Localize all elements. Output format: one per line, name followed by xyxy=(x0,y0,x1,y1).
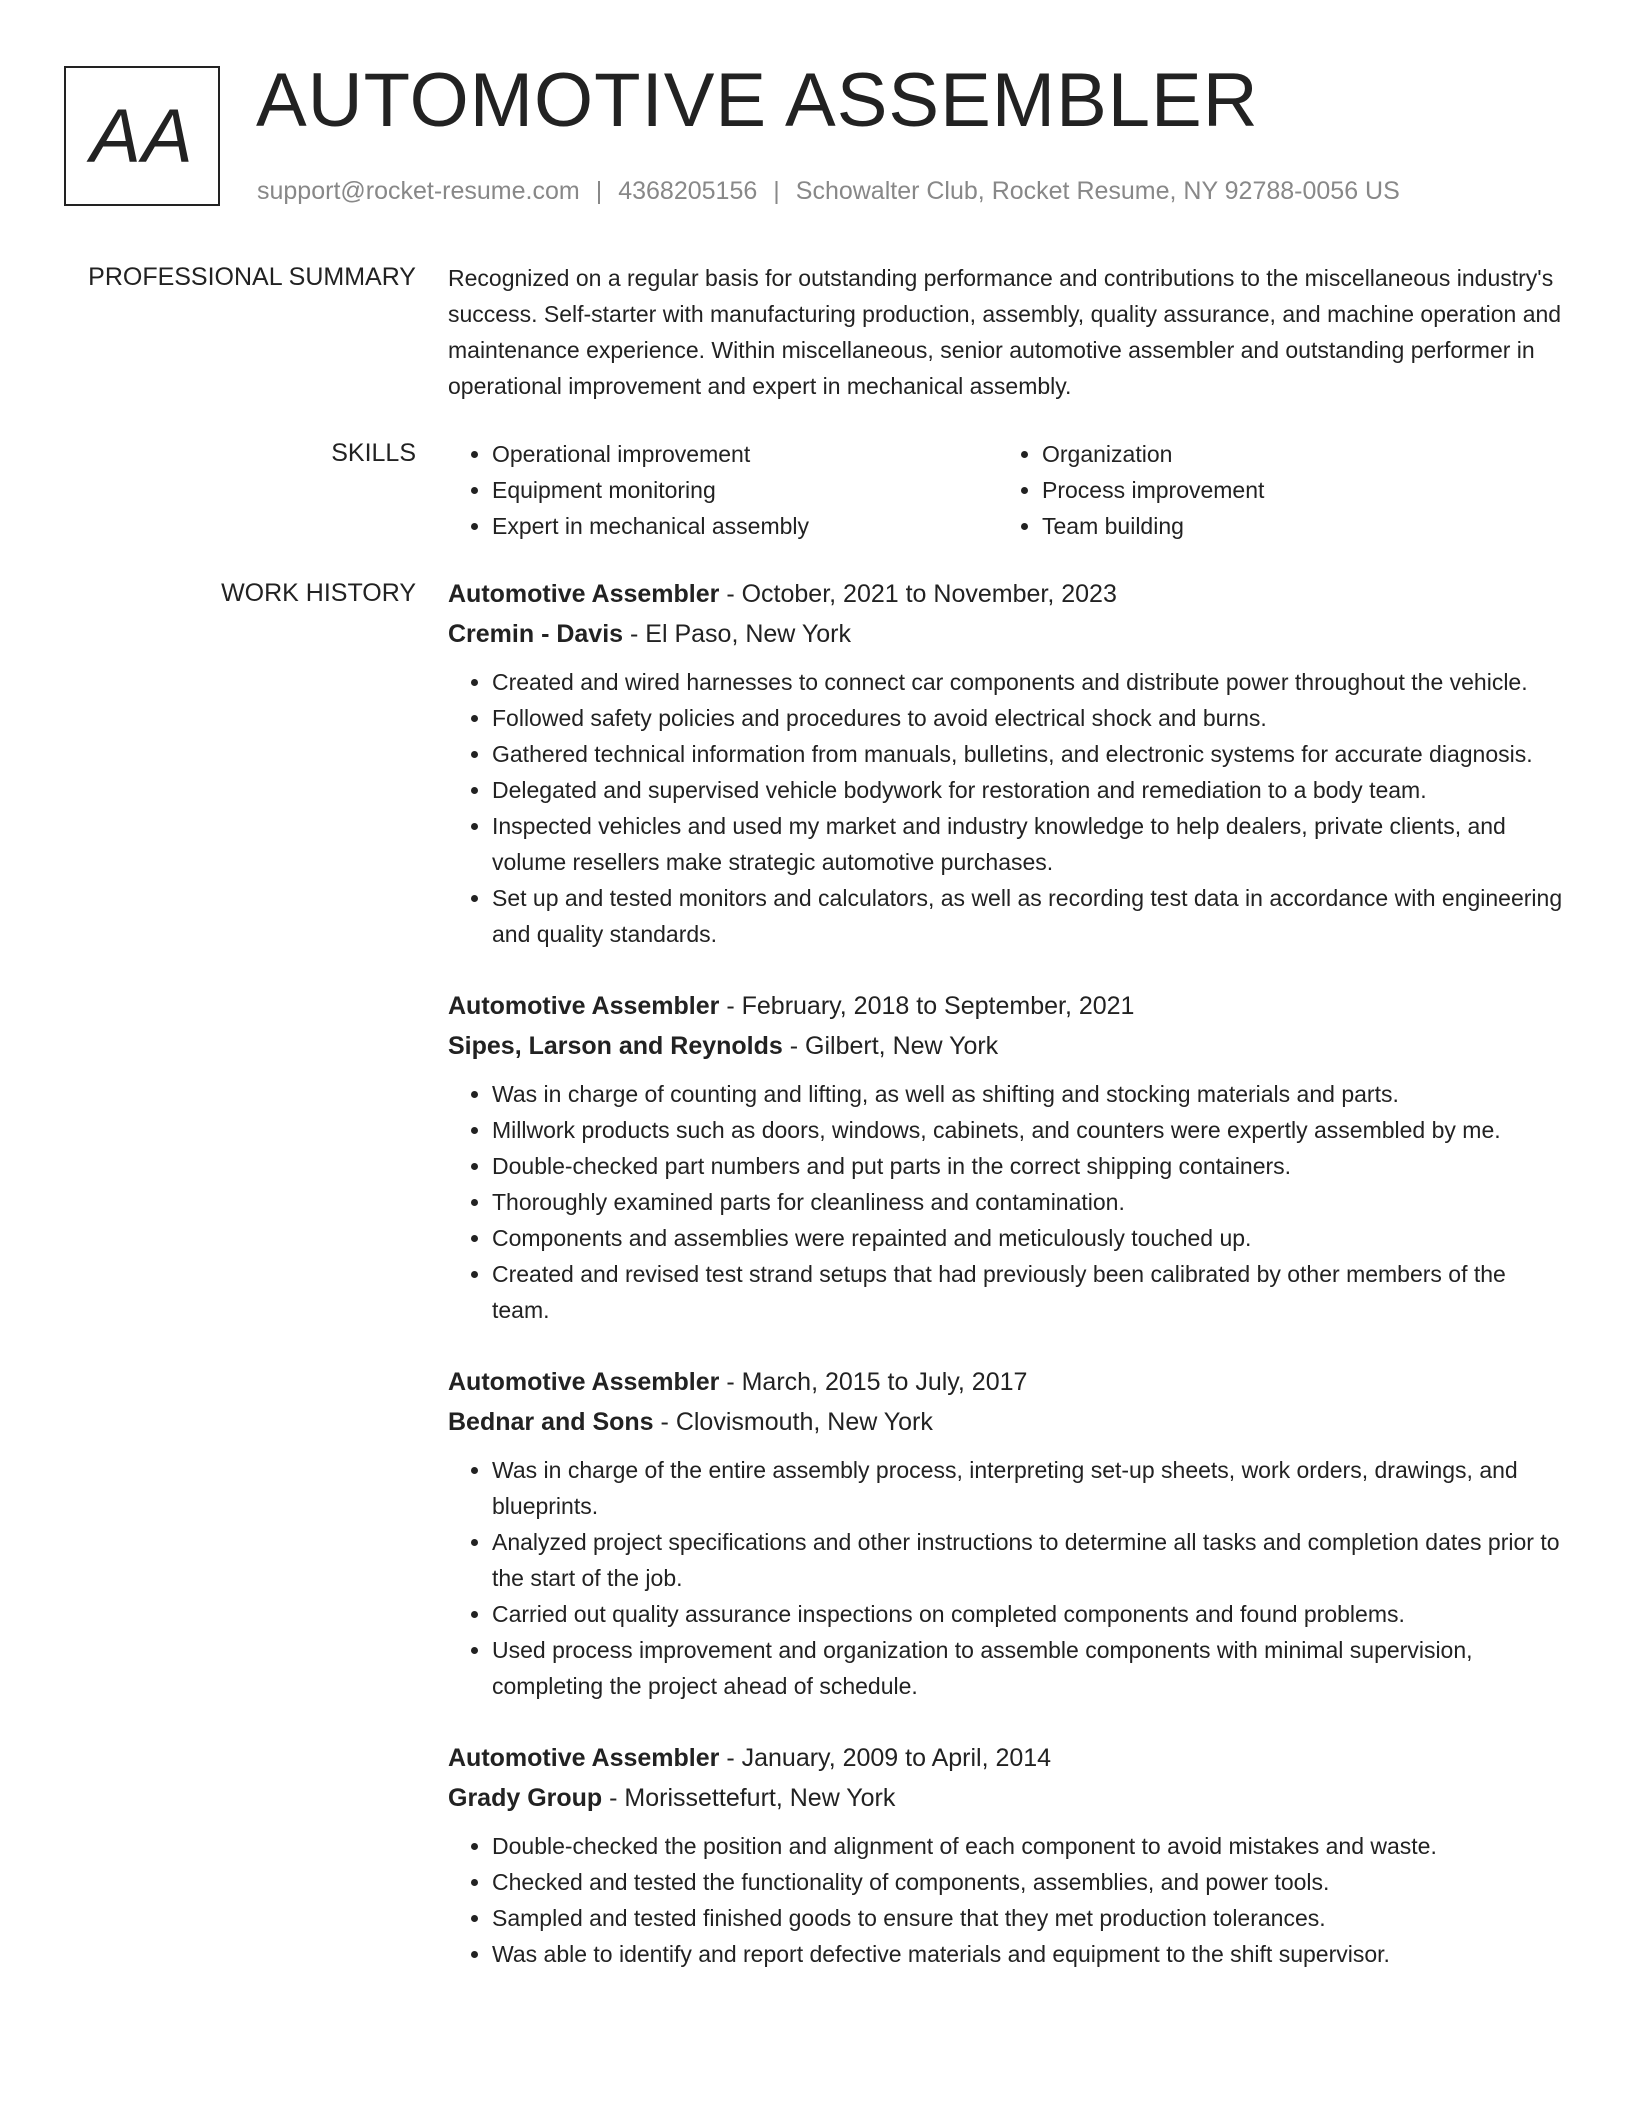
dash: - xyxy=(726,1744,735,1772)
skill-item: • Process improvement xyxy=(1042,472,1548,508)
job-bullet: • Created and wired harnesses to connect car components and distribute power throughout the vehicle. xyxy=(492,664,1564,700)
contact-line xyxy=(257,174,1400,208)
job-entry xyxy=(448,1362,1564,1704)
job-bullets xyxy=(448,1076,1564,1328)
job-title-line xyxy=(448,1738,1564,1778)
job-bullet: • Carried out quality assurance inspections on completed components and found problems. xyxy=(492,1596,1564,1632)
job-bullets xyxy=(448,664,1564,952)
work-history-heading: WORK HISTORY xyxy=(221,579,416,607)
job-bullet: • Created and revised test strand setups that had previously been calibrated by other members of the team. xyxy=(492,1256,1564,1328)
job-bullet: • Millwork products such as doors, windows, cabinets, and counters were expertly assembled by me. xyxy=(492,1112,1564,1148)
skills-heading: SKILLS xyxy=(331,439,416,467)
skill-item: • Team building xyxy=(1042,508,1548,544)
skill-item: • Organization xyxy=(1042,436,1548,472)
job-company: Sipes, Larson and Reynolds xyxy=(448,1032,783,1060)
job-bullet: • Double-checked the position and alignment of each component to avoid mistakes and waste. xyxy=(492,1828,1564,1864)
job-bullet: • Was able to identify and report defective materials and equipment to the shift supervisor. xyxy=(492,1936,1564,1972)
page-title: AUTOMOTIVE ASSEMBLER xyxy=(256,58,1259,143)
summary-section xyxy=(448,260,1564,404)
job-entry xyxy=(448,986,1564,1328)
job-bullet: • Was in charge of counting and lifting, as well as shifting and stocking materials and parts. xyxy=(492,1076,1564,1112)
skills-list-right xyxy=(998,436,1548,544)
job-bullet: • Used process improvement and organization to assemble components with minimal supervision, completing the project ahead of schedule. xyxy=(492,1632,1564,1704)
job-bullets xyxy=(448,1452,1564,1704)
dash: - xyxy=(726,992,735,1020)
job-location: El Paso, New York xyxy=(645,620,851,648)
job-dates: October, 2021 to November, 2023 xyxy=(741,580,1117,608)
job-title: Automotive Assembler xyxy=(448,580,720,608)
job-title-line xyxy=(448,1362,1564,1402)
contact-separator: | xyxy=(773,177,780,205)
skill-item: • Expert in mechanical assembly xyxy=(492,508,998,544)
job-bullet: • Set up and tested monitors and calculators, as well as recording test data in accordance with engineering and quality standards. xyxy=(492,880,1564,952)
job-bullet: • Components and assemblies were repainted and meticulously touched up. xyxy=(492,1220,1564,1256)
job-bullet: • Inspected vehicles and used my market and industry knowledge to help dealers, private clients, and volume resellers make strategic automotive purchases. xyxy=(492,808,1564,880)
job-location: Morissettefurt, New York xyxy=(624,1784,896,1812)
job-company-line xyxy=(448,1402,1564,1442)
job-bullet: • Gathered technical information from manuals, bulletins, and electronic systems for accurate diagnosis. xyxy=(492,736,1564,772)
job-location: Gilbert, New York xyxy=(805,1032,999,1060)
job-bullet: • Thoroughly examined parts for cleanliness and contamination. xyxy=(492,1184,1564,1220)
summary-heading: PROFESSIONAL SUMMARY xyxy=(88,263,416,291)
job-bullet: • Delegated and supervised vehicle bodywork for restoration and remediation to a body team. xyxy=(492,772,1564,808)
job-bullets xyxy=(448,1828,1564,1972)
monogram-logo: AA xyxy=(64,66,220,206)
skills-list-left xyxy=(448,436,998,544)
job-company: Cremin - Davis xyxy=(448,620,624,648)
work-history-section xyxy=(448,574,1564,2006)
job-bullet: • Sampled and tested finished goods to ensure that they met production tolerances. xyxy=(492,1900,1564,1936)
skill-item: • Equipment monitoring xyxy=(492,472,998,508)
job-company: Bednar and Sons xyxy=(448,1408,654,1436)
skills-section xyxy=(448,436,1564,544)
job-dates: March, 2015 to July, 2017 xyxy=(741,1368,1028,1396)
dash: - xyxy=(660,1408,669,1436)
contact-phone[interactable]: 4368205156 xyxy=(618,177,758,205)
job-bullet: • Double-checked part numbers and put parts in the correct shipping containers. xyxy=(492,1148,1564,1184)
job-location: Clovismouth, New York xyxy=(675,1408,933,1436)
job-company-line xyxy=(448,1026,1564,1066)
job-bullet: • Followed safety policies and procedures to avoid electrical shock and burns. xyxy=(492,700,1564,736)
job-company-line xyxy=(448,614,1564,654)
job-company: Grady Group xyxy=(448,1784,603,1812)
dash: - xyxy=(726,580,735,608)
contact-separator: | xyxy=(595,177,603,205)
job-title: Automotive Assembler xyxy=(448,1744,720,1772)
job-title-line xyxy=(448,574,1564,614)
dash: - xyxy=(789,1032,799,1060)
contact-address: Schowalter Club, Rocket Resume, NY 92788-0056 US xyxy=(795,177,1400,205)
skill-item: • Operational improvement xyxy=(492,436,998,472)
job-entry xyxy=(448,1738,1564,1972)
job-dates: February, 2018 to September, 2021 xyxy=(741,992,1135,1020)
job-title: Automotive Assembler xyxy=(448,992,720,1020)
job-entry xyxy=(448,574,1564,952)
job-title-line xyxy=(448,986,1564,1026)
job-company-line xyxy=(448,1778,1564,1818)
dash: - xyxy=(726,1368,735,1396)
dash: - xyxy=(609,1784,618,1812)
job-bullet: • Analyzed project specifications and other instructions to determine all tasks and completion dates prior to the start of the job. xyxy=(492,1524,1564,1596)
job-title: Automotive Assembler xyxy=(448,1368,720,1396)
summary-text: Recognized on a regular basis for outstanding performance and contributions to the miscellaneous industry's success. Self-starter with manufacturing production, assembly, quality assurance, and machine operation and maintenance experience. Within miscellaneous, senior automotive assembler and outstanding performer in operational improvement and expert in mechanical assembly. xyxy=(448,265,1562,399)
job-bullet: • Checked and tested the functionality of components, assemblies, and power tools. xyxy=(492,1864,1564,1900)
contact-email[interactable]: support@rocket-resume.com xyxy=(257,177,580,205)
job-bullet: • Was in charge of the entire assembly process, interpreting set-up sheets, work orders, drawings, and blueprints. xyxy=(492,1452,1564,1524)
job-dates: January, 2009 to April, 2014 xyxy=(741,1744,1052,1772)
dash: - xyxy=(630,620,639,648)
